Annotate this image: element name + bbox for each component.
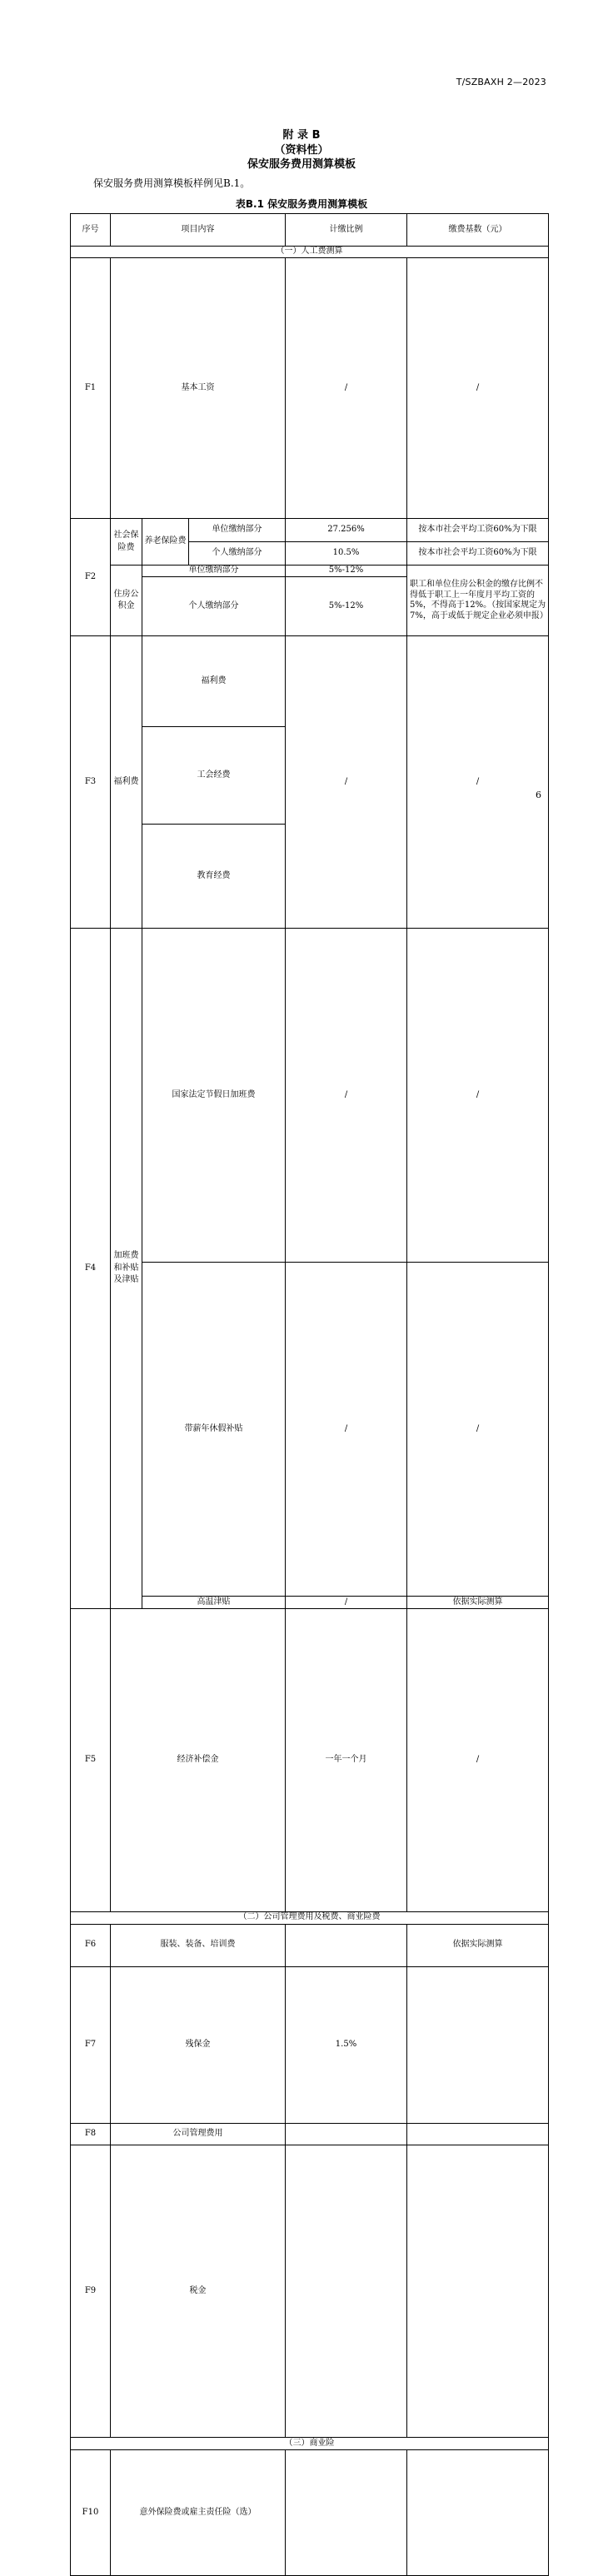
table-row-f1 — [71, 257, 549, 519]
row-base: / — [407, 257, 549, 519]
pension-personal-label: 个人缴纳部分 — [189, 542, 286, 566]
section-row — [71, 1911, 549, 1924]
row-item: 意外保险费或雇主责任险（选） — [111, 2450, 286, 2576]
row-item: 税金 — [111, 2145, 286, 2438]
table-row-f6 — [71, 1924, 549, 1966]
table-row-f4 — [71, 1597, 549, 1609]
row-ratio: / — [286, 636, 407, 929]
row-base — [407, 2124, 549, 2145]
row-base — [407, 2450, 549, 2576]
row-base: / — [407, 1609, 549, 1912]
row-ratio — [286, 2124, 407, 2145]
page-number: 6 — [536, 790, 541, 800]
row-no: F3 — [71, 636, 111, 929]
row-no: F2 — [71, 519, 111, 636]
pension-label: 养老保险费 — [142, 519, 189, 566]
table-row-f2 — [71, 519, 549, 542]
holiday-overtime-item: 国家法定节假日加班费 — [142, 929, 286, 1263]
row-base — [407, 2145, 549, 2438]
housing-unit-label: 单位缴纳部分 — [142, 566, 286, 577]
header-item: 项目内容 — [111, 214, 286, 247]
social-insurance-label: 社会保险费 — [111, 519, 142, 566]
housing-personal-label: 个人缴纳部分 — [142, 577, 286, 636]
row-item: 公司管理费用 — [111, 2124, 286, 2145]
annex-label: 附 录 B — [282, 129, 321, 142]
row-no: F6 — [71, 1924, 111, 1966]
row-ratio — [286, 1924, 407, 1966]
pension-personal-base: 按本市社会平均工资60%为下限 — [407, 542, 549, 566]
row-ratio: 1.5% — [286, 1966, 407, 2124]
high-temp-item: 高温津贴 — [142, 1597, 286, 1609]
row-no: F9 — [71, 2145, 111, 2438]
high-temp-ratio: / — [286, 1597, 407, 1609]
paid-leave-base: / — [407, 1263, 549, 1597]
table-row-f4 — [71, 929, 549, 1263]
welfare-item: 福利费 — [142, 636, 286, 727]
annex-type: （资料性） — [274, 144, 329, 157]
row-no: F5 — [71, 1609, 111, 1912]
high-temp-base: 依据实际测算 — [407, 1597, 549, 1609]
cost-template-table — [70, 213, 549, 2576]
row-no: F1 — [71, 257, 111, 519]
table-row-f10 — [71, 2450, 549, 2576]
table-row-f5 — [71, 1609, 549, 1912]
paid-leave-item: 带薪年休假补贴 — [142, 1263, 286, 1597]
union-fee-item: 工会经费 — [142, 727, 286, 825]
table-row-f8 — [71, 2124, 549, 2145]
table-row-f7 — [71, 1966, 549, 2124]
header-ratio: 计缴比例 — [286, 214, 407, 247]
housing-personal-ratio: 5%-12% — [286, 577, 407, 636]
row-base: 依据实际测算 — [407, 1924, 549, 1966]
row-item: 服装、装备、培训费 — [111, 1924, 286, 1966]
row-ratio — [286, 2145, 407, 2438]
header-base: 缴费基数（元） — [407, 214, 549, 247]
row-item: 基本工资 — [111, 257, 286, 519]
holiday-base: / — [407, 929, 549, 1263]
table-row-f4 — [71, 1263, 549, 1597]
table-row-f9 — [71, 2145, 549, 2438]
row-no: F7 — [71, 1966, 111, 2124]
annex-title: 保安服务费用测算模板 — [247, 158, 356, 171]
section-commercial-insurance: （三）商业险 — [71, 2438, 549, 2450]
row-item: 经济补偿金 — [111, 1609, 286, 1912]
paid-leave-ratio: / — [286, 1263, 407, 1597]
table-header-row — [71, 214, 549, 247]
pension-unit-ratio: 27.256% — [286, 519, 407, 542]
row-base — [407, 1966, 549, 2124]
row-item: 残保金 — [111, 1966, 286, 2124]
table-caption: 表B.1 保安服务费用测算模板 — [235, 198, 368, 210]
header-no: 序号 — [71, 214, 111, 247]
overtime-allowance-label: 加班费和补贴及津贴 — [111, 929, 142, 1609]
pension-unit-label: 单位缴纳部分 — [189, 519, 286, 542]
housing-base: 职工和单位住房公积金的缴存比例不得低于职工上一年度月平均工资的5%，不得高于12%。（按国家规定为7%，高于或低于规定企业必须申报） — [407, 566, 549, 636]
table-row-f3 — [71, 636, 549, 727]
pension-unit-base: 按本市社会平均工资60%为下限 — [407, 519, 549, 542]
section-management-cost: （二）公司管理费用及税费、商业险费 — [71, 1911, 549, 1924]
row-ratio — [286, 2450, 407, 2576]
intro-paragraph: 保安服务费用测算模板样例见B.1。 — [93, 177, 251, 189]
row-no: F8 — [71, 2124, 111, 2145]
table-row-f2 — [71, 566, 549, 577]
row-base: / — [407, 636, 549, 929]
row-no: F4 — [71, 929, 111, 1609]
welfare-label: 福利费 — [111, 636, 142, 929]
section-labor-cost: （一）人工费测算 — [71, 246, 549, 257]
education-fee-item: 教育经费 — [142, 825, 286, 929]
standard-code: T/SZBAXH 2—2023 — [456, 77, 546, 87]
section-row — [71, 246, 549, 257]
housing-unit-ratio: 5%-12% — [286, 566, 407, 577]
holiday-ratio: / — [286, 929, 407, 1263]
pension-personal-ratio: 10.5% — [286, 542, 407, 566]
row-ratio: 一年一个月 — [286, 1609, 407, 1912]
row-ratio: / — [286, 257, 407, 519]
housing-fund-label: 住房公积金 — [111, 566, 142, 636]
section-row — [71, 2438, 549, 2450]
row-no: F10 — [71, 2450, 111, 2576]
